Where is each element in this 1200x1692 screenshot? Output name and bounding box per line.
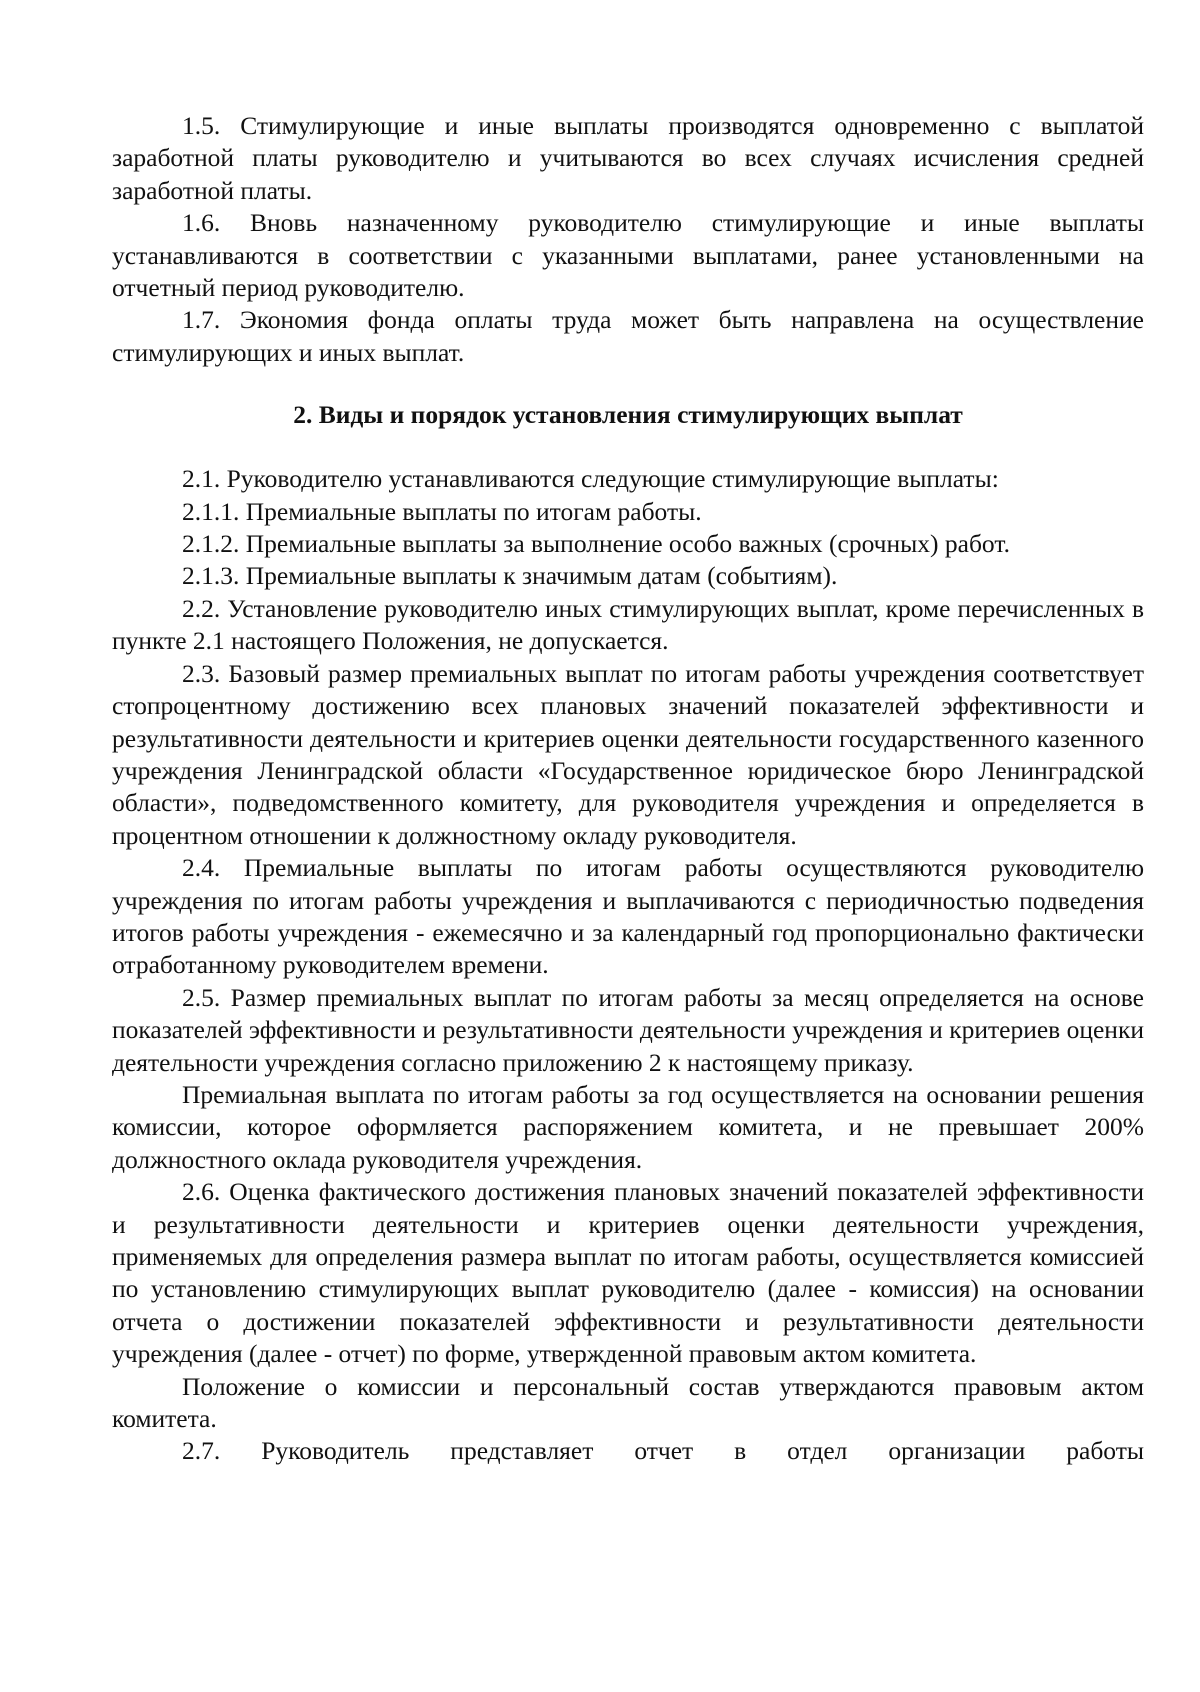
paragraph-2-5: 2.5. Размер премиальных выплат по итогам работы за месяц определяется на основе показателей эффективности и результативности деятельности учреждения и критериев оценки деятельности учреждения согласно приложению 2 к настоящему приказу. bbox=[112, 982, 1144, 1077]
paragraph-2-1-1: 2.1.1. Премиальные выплаты по итогам работы. bbox=[182, 496, 702, 526]
paragraph-2-2: 2.2. Установление руководителю иных стимулирующих выплат, кроме перечисленных в пункте 2.1 настоящего Положения, не допускается. bbox=[112, 593, 1144, 656]
paragraph-2-1-2: 2.1.2. Премиальные выплаты за выполнение особо важных (срочных) работ. bbox=[182, 529, 1010, 559]
document-page bbox=[112, 110, 1144, 1468]
paragraph-annual-bonus: Премиальная выплата по итогам работы за год осуществляется на основании решения комиссии, которое оформляется распоряжением комитета, и не превышает 200% должностного оклада руководителя учреждения. bbox=[112, 1079, 1144, 1174]
paragraph-2-1: 2.1. Руководителю устанавливаются следующие стимулирующие выплаты: bbox=[182, 464, 999, 494]
paragraph-2-4: 2.4. Премиальные выплаты по итогам работы осуществляются руководителю учреждения по итогам работы учреждения и выплачиваются с периодичностью подведения итогов работы учреждения - ежемесячно и за календарный год пропорционально фактически отработанному руководителем времени. bbox=[112, 853, 1144, 980]
paragraph-2-7: 2.7. Руководитель представляет отчет в отдел организации работы bbox=[182, 1436, 1144, 1466]
paragraph-2-6: 2.6. Оценка фактического достижения плановых значений показателей эффективности и результативности деятельности и критериев оценки деятельности учреждения, применяемых для определения размера выплат по итогам работы, осуществляется комиссией по установлению стимулирующих выплат руководителю (далее - комиссия) на основании отчета о достижении показателей эффективности и результативности деятельности учреждения (далее - отчет) по форме, утвержденной правовым актом комитета. bbox=[112, 1177, 1144, 1369]
paragraph-1-5: 1.5. Стимулирующие и иные выплаты производятся одновременно с выплатой заработной платы руководителю и учитываются во всех случаях исчисления средней заработной платы. bbox=[112, 111, 1144, 205]
paragraph-2-1-3: 2.1.3. Премиальные выплаты к значимым датам (событиям). bbox=[182, 561, 838, 591]
paragraph-1-6: 1.6. Вновь назначенному руководителю стимулирующие и иные выплаты устанавливаются в соответствии с указанными выплатами, ранее установленными на отчетный период руководителю. bbox=[112, 208, 1144, 303]
paragraph-2-3: 2.3. Базовый размер премиальных выплат по итогам работы учреждения соответствует стопроцентному достижению всех плановых значений показателей эффективности и результативности деятельности и критериев оценки деятельности государственного казенного учреждения Ленинградской области «Государственное юридическое бюро Ленинградской области», подведомственного комитету, для руководителя учреждения и определяется в процентном отношении к должностному окладу руководителя. bbox=[112, 658, 1144, 850]
paragraph-commission: Положение о комиссии и персональный состав утверждаются правовым актом комитета. bbox=[112, 1371, 1144, 1434]
paragraph-1-7: 1.7. Экономия фонда оплаты труда может быть направлена на осуществление стимулирующих и иных выплат. bbox=[112, 305, 1144, 367]
section-2-heading: 2. Виды и порядок установления стимулирующих выплат bbox=[293, 400, 963, 430]
